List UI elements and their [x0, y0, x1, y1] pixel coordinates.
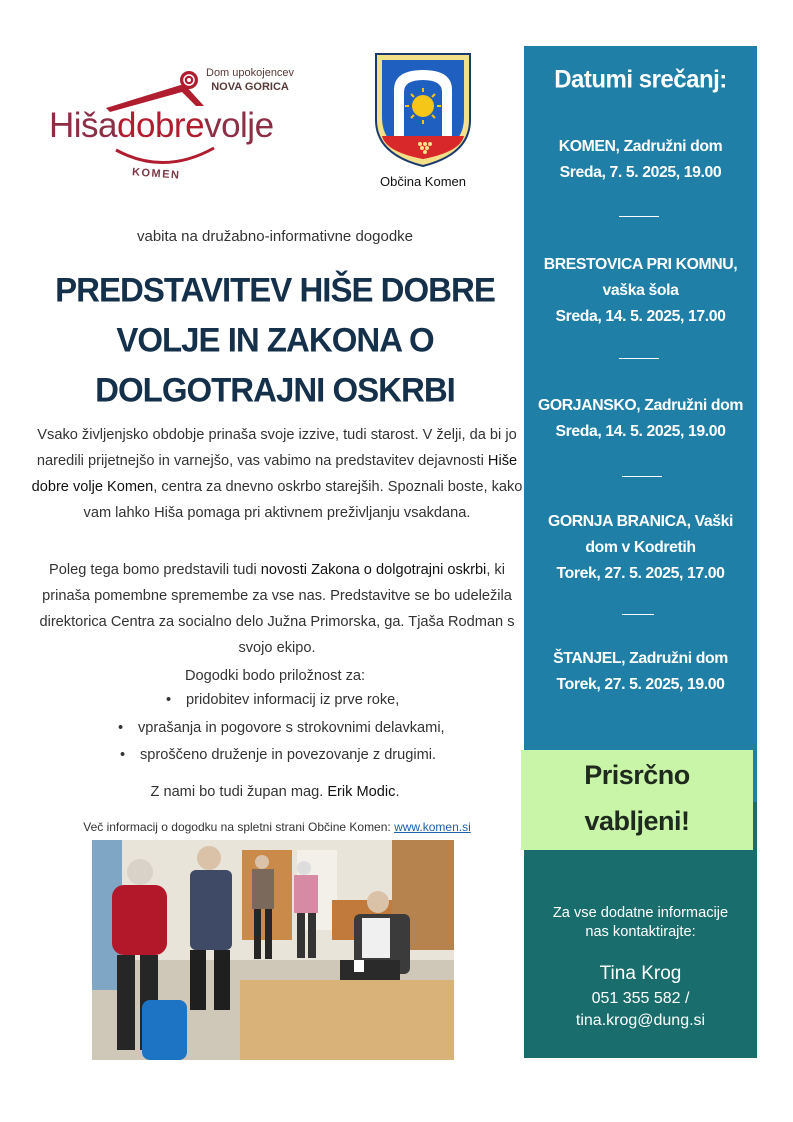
law-paragraph — [30, 557, 524, 661]
meeting-place: BRESTOVICA PRI KOMNU, — [543, 256, 738, 273]
wordmark-part-2: dobre — [117, 106, 205, 145]
meeting-gornja-branica — [528, 509, 753, 587]
para1-text-2: , centra za dnevno oskrbo starejših. Spoznali boste, kako vam lahko Hiša pomaga pri aktivnem preživljanju vsakdana. — [83, 479, 523, 521]
logo-place: KOMEN — [131, 166, 181, 182]
dancing-seniors-photo — [92, 840, 454, 1060]
meeting-place: KOMEN, Zadružni dom — [558, 138, 723, 155]
welcome-line-2: vabljeni! — [584, 806, 690, 836]
title-line-1: PREDSTAVITEV HIŠE DOBRE — [55, 270, 495, 309]
org-line-1: Dom upokojencev — [206, 67, 295, 79]
contact-intro-line-2: nas kontaktirajte: — [585, 924, 696, 940]
para1-highlight: Hiše dobre volje Komen — [31, 453, 518, 495]
meeting-time: Torek, 27. 5. 2025, 19.00 — [556, 676, 725, 693]
wordmark-part-3: volje — [204, 106, 274, 145]
meeting-time: Sreda, 7. 5. 2025, 19.00 — [559, 164, 722, 181]
welcome-box — [521, 750, 753, 850]
meeting-place: GORJANSKO, Zadružni dom — [538, 397, 743, 414]
mayor-text-end: . — [395, 784, 400, 800]
dates-heading: Datumi srečanj: — [554, 65, 727, 94]
meeting-komen — [528, 134, 753, 186]
para2-text-2: , ki prinaša pomembne spremembe za vse nas. Predstavitve se bo udeležila direktorica Centra za socialno delo Južna Primorska, ga. Tjaša Rodman s svojo ekipo. — [39, 562, 515, 656]
more-info-text: Več informacij o dogodku na spletni strani Občine Komen: — [83, 820, 395, 834]
crest-label: Občina Komen — [380, 174, 466, 189]
contact-email[interactable]: tina.krog@dung.si — [575, 1012, 706, 1029]
opportunity-intro: Dogodki bodo priložnost za: — [184, 668, 366, 684]
list-item: • vprašanja in pogovore s strokovnimi delavkami, — [138, 720, 445, 736]
para1-text-1: Vsako življenjsko obdobje prinaša svoje izzive, tudi starost. V želji, da bi jo naredili prijetnejšo in varnejšo, vas vabimo na predstavitev dejavnosti — [36, 427, 517, 469]
invite-line: vabita na družabno-informativne dogodke — [136, 228, 413, 245]
page-title — [40, 265, 510, 415]
para2-text-1: Poleg tega bomo predstavili tudi — [49, 562, 261, 578]
coat-of-arms-icon — [370, 50, 476, 170]
meeting-time: Sreda, 14. 5. 2025, 19.00 — [555, 423, 726, 440]
welcome-line-1: Prisrčno — [584, 760, 690, 790]
meeting-place: ŠTANJEL, Zadružni dom — [553, 650, 728, 667]
meeting-time: Sreda, 14. 5. 2025, 17.00 — [555, 308, 726, 325]
contact-intro-line-1: Za vse dodatne informacije — [552, 905, 729, 921]
meeting-stanjel — [528, 646, 753, 698]
obcina-komen-crest — [370, 50, 476, 195]
list-item: • pridobitev informacij iz prve roke, — [186, 692, 399, 708]
separator — [619, 216, 659, 217]
meeting-brestovica — [528, 252, 753, 330]
separator — [619, 358, 659, 359]
contact-intro — [532, 904, 749, 942]
mayor-name: Erik Modic — [327, 784, 396, 800]
org-line-2: NOVA GORICA — [211, 81, 289, 93]
org-name — [206, 66, 294, 94]
separator — [622, 476, 662, 477]
logo-wordmark — [49, 106, 274, 146]
separator — [622, 614, 654, 615]
meeting-time: Torek, 27. 5. 2025, 17.00 — [556, 565, 725, 582]
wordmark-part-1: Hiša — [49, 106, 118, 145]
list-item: • sproščeno druženje in povezovanje z drugimi. — [140, 747, 436, 763]
meeting-place: GORNJA BRANICA, Vaški — [547, 513, 733, 530]
meeting-place-detail: vaška šola — [602, 282, 679, 299]
more-info-line — [30, 820, 524, 834]
mayor-text: Z nami bo tudi župan mag. — [150, 784, 328, 800]
komen-website-link[interactable]: www.komen.si — [394, 820, 471, 834]
contact-phone: 051 355 582 / — [591, 990, 690, 1007]
event-photo — [92, 840, 454, 1060]
title-line-2: VOLJE IN ZAKONA O — [116, 320, 434, 359]
title-line-3: DOLGOTRAJNI OSKRBI — [95, 370, 455, 409]
para2-highlight: novosti Zakona o dolgotrajni oskrbi — [260, 562, 487, 578]
mayor-line — [60, 784, 490, 800]
meeting-place-detail: dom v Kodretih — [585, 539, 696, 556]
hisa-dobre-volje-logo — [46, 62, 316, 192]
intro-paragraph — [30, 422, 524, 526]
contact-name: Tina Krog — [599, 963, 682, 984]
meeting-gorjansko — [528, 393, 753, 445]
